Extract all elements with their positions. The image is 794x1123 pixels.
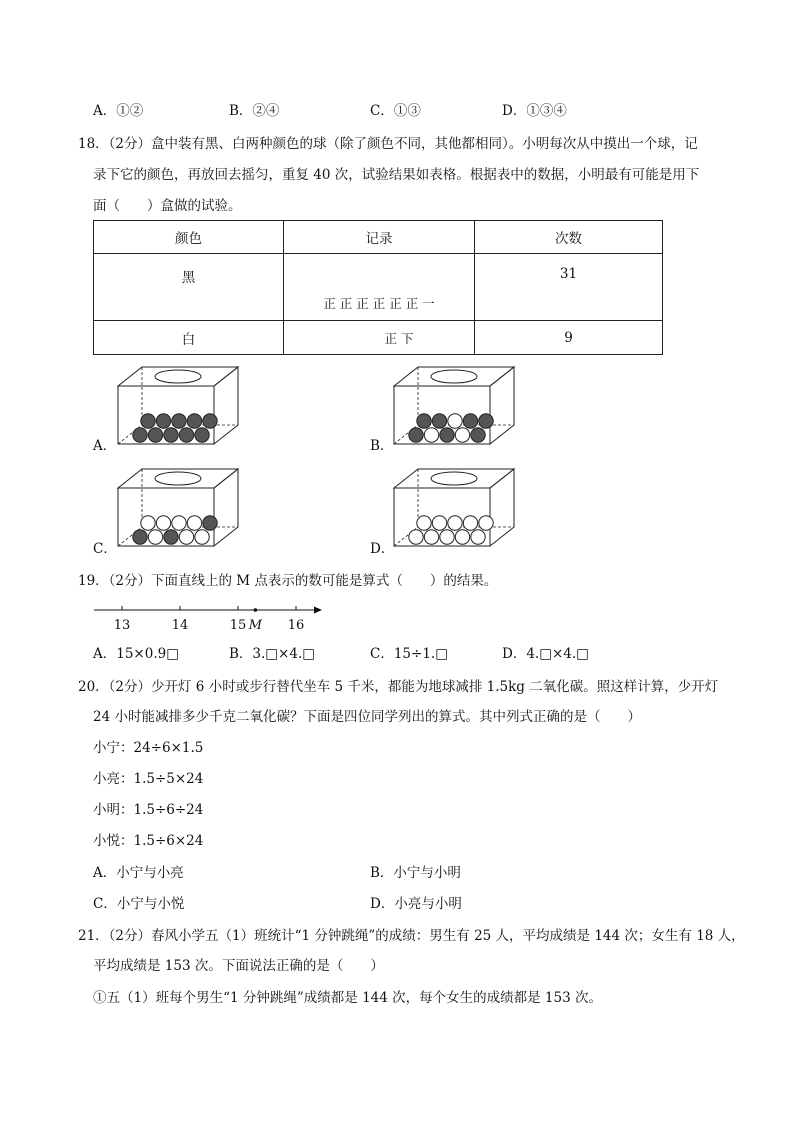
q20-formula-xiaoyue: 小悦：1.5÷6×24	[93, 833, 204, 849]
number-line-arrow-icon	[314, 607, 322, 614]
black-ball	[172, 414, 186, 428]
black-ball	[179, 428, 193, 442]
table-row-black	[94, 254, 663, 321]
black-ball	[479, 414, 493, 428]
box-side-face	[214, 367, 238, 444]
q19-option-c: C．15÷1.□	[370, 646, 448, 662]
q19-stem: 19．（2分）下面直线上的 M 点表示的数可能是算式（ ）的结果。	[78, 573, 498, 589]
black-ball	[440, 428, 454, 442]
q17-option-a: A．①②	[93, 103, 144, 119]
black-ball	[203, 414, 217, 428]
q18-stem-line-1: 18．（2分）盒中装有黑、白两种颜色的球（除了颜色不同，其他都相同）。小明每次从中摸出一个球，记	[78, 136, 698, 152]
white-ball	[455, 530, 469, 544]
black-ball	[141, 414, 155, 428]
q18-stem-line-2: 录下它的颜色，再放回去摇匀，重复 40 次，试验结果如表格。根据表中的数据，小明最有可能是用下	[93, 167, 700, 183]
point-m-marker	[254, 608, 258, 612]
q17-option-d: D．①③④	[502, 103, 567, 119]
point-m-label: M	[248, 618, 263, 633]
white-ball	[172, 516, 186, 530]
white-ball	[424, 530, 438, 544]
white-ball	[187, 516, 201, 530]
q19-option-d: D．4.□×4.□	[502, 646, 589, 662]
q17-option-b: B．②④	[229, 103, 280, 119]
q18-label-d: D．	[370, 541, 395, 557]
box-side-face	[490, 469, 514, 546]
q18-label-c: C．	[93, 541, 117, 557]
number-line-tick-label: 14	[171, 618, 189, 633]
white-ball	[195, 530, 209, 544]
number-line-tick-label: 13	[113, 618, 131, 633]
white-ball	[448, 414, 462, 428]
box-opening	[431, 472, 477, 485]
box-opening	[155, 472, 201, 485]
q21-stem-line-1: 21．（2分）春风小学五（1）班统计“1 分钟跳绳”的成绩：男生有 25 人，平均成绩是 144 次；女生有 18 人，	[78, 928, 745, 944]
white-ball	[148, 530, 162, 544]
tally-table	[93, 220, 663, 355]
white-ball	[440, 530, 454, 544]
black-ball	[471, 428, 485, 442]
q19-option-b: B．3.□×4.□	[229, 646, 316, 662]
cell-record-white: 正 下	[284, 321, 475, 355]
black-ball	[203, 516, 217, 530]
q21-statement-1: ①五（1）班每个男生“1 分钟跳绳”成绩都是 144 次，每个女生的成绩都是 153 次。	[93, 990, 602, 1006]
q21-stem-line-2: 平均成绩是 153 次。下面说法正确的是（ ）	[93, 958, 384, 974]
black-ball	[133, 428, 147, 442]
white-ball	[409, 530, 423, 544]
number-line-tick-label: 15	[229, 618, 247, 633]
number-line	[90, 598, 340, 634]
q20-formula-xiaoning: 小宁：24÷6×1.5	[93, 740, 204, 756]
header-record: 记录	[284, 221, 475, 254]
cell-count-white: 9	[475, 321, 663, 355]
ball-box-a	[112, 364, 244, 454]
black-ball	[133, 530, 147, 544]
white-ball	[141, 516, 155, 530]
white-ball	[179, 530, 193, 544]
q20-formula-xiaoliang: 小亮：1.5÷5×24	[93, 771, 204, 787]
cell-color-black: 黑	[94, 254, 284, 321]
q20-stem-line-2: 24 小时能减排多少千克二氧化碳？下面是四位同学列出的算式。其中列式正确的是（ ）	[93, 709, 641, 725]
q20-stem-line-1: 20．（2分）少开灯 6 小时或步行替代坐车 5 千米，都能为地球减排 1.5kg 二氧化碳。照这样计算，少开灯	[78, 679, 719, 695]
cell-color-white: 白	[94, 321, 284, 355]
white-ball	[479, 516, 493, 530]
black-ball	[164, 530, 178, 544]
white-ball	[463, 516, 477, 530]
black-ball	[409, 428, 423, 442]
ball-box-c	[112, 466, 244, 556]
q20-option-a: A．小宁与小亮	[93, 865, 184, 881]
q19-option-a: A．15×0.9□	[93, 646, 179, 662]
box-opening	[155, 370, 201, 383]
white-ball	[424, 428, 438, 442]
cell-count-black: 31	[475, 254, 663, 321]
q18-stem-line-3: 面（ ）盒做的试验。	[93, 198, 242, 214]
black-ball	[417, 414, 431, 428]
black-ball	[432, 414, 446, 428]
black-ball	[463, 414, 477, 428]
white-ball	[417, 516, 431, 530]
black-ball	[187, 414, 201, 428]
box-side-face	[214, 469, 238, 546]
white-ball	[156, 516, 170, 530]
q20-formula-xiaoming: 小明：1.5÷6÷24	[93, 802, 204, 818]
q17-option-c: C．①③	[370, 103, 421, 119]
white-ball	[432, 516, 446, 530]
white-ball	[448, 516, 462, 530]
white-ball	[455, 428, 469, 442]
q20-option-c: C．小宁与小悦	[93, 896, 185, 912]
white-ball	[471, 530, 485, 544]
header-color: 颜色	[94, 221, 284, 254]
ball-box-b	[388, 364, 520, 454]
q20-option-b: B．小宁与小明	[370, 865, 461, 881]
header-count: 次数	[475, 221, 663, 254]
black-ball	[195, 428, 209, 442]
number-line-tick-label: 16	[287, 618, 305, 633]
q20-option-d: D．小亮与小明	[370, 896, 462, 912]
black-ball	[148, 428, 162, 442]
cell-record-black: 正 正 正 正 正 正 一	[284, 254, 475, 321]
table-row-white	[94, 321, 663, 355]
ball-box-d	[388, 466, 520, 556]
box-opening	[431, 370, 477, 383]
black-ball	[156, 414, 170, 428]
black-ball	[164, 428, 178, 442]
q18-label-b: B．	[370, 438, 394, 454]
q18-label-a: A．	[93, 438, 117, 454]
box-side-face	[490, 367, 514, 444]
